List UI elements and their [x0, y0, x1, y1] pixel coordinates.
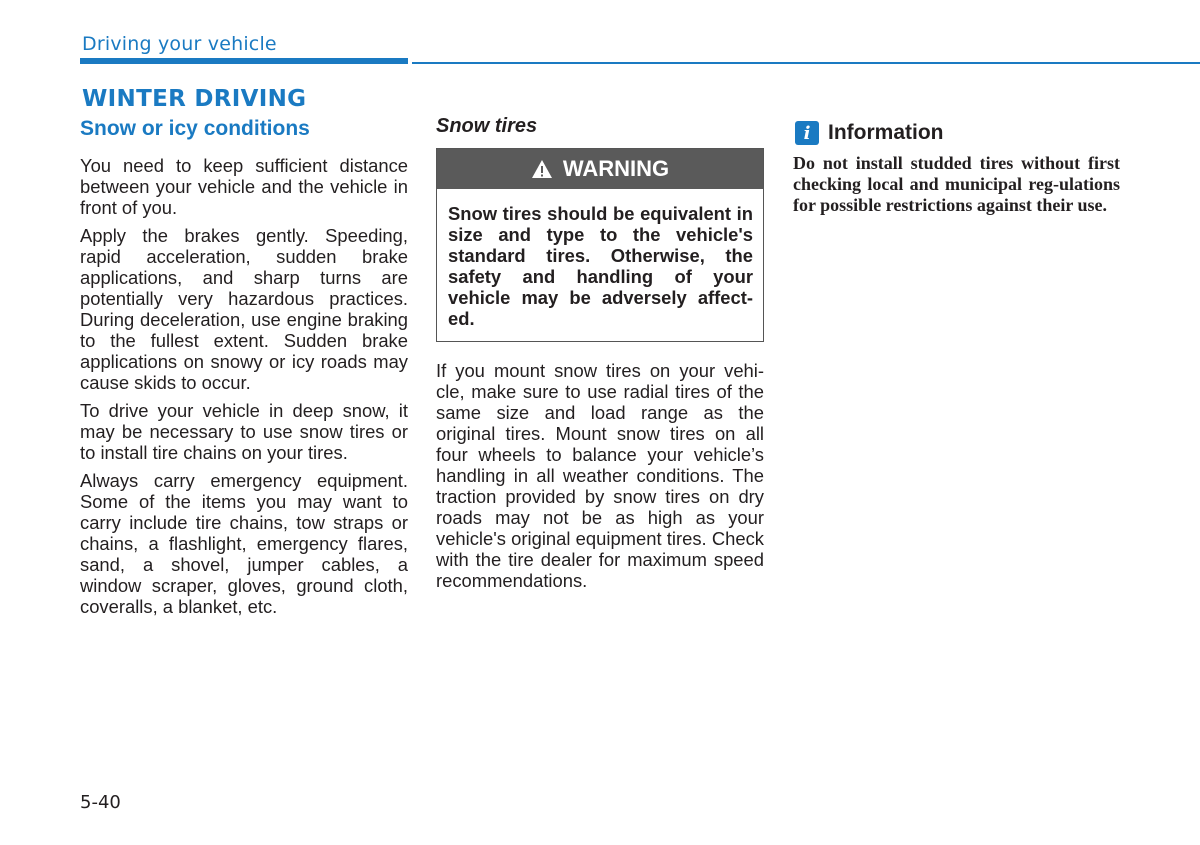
page-number: 5-40 — [80, 792, 121, 813]
column-snow-icy — [80, 117, 408, 624]
running-header: Driving your vehicle — [82, 33, 277, 55]
header-rule-thin — [412, 62, 1200, 64]
header-rule-thick — [80, 58, 408, 64]
information-header — [795, 121, 1120, 145]
paragraph: Apply the brakes gently. Speeding, rapid acceleration, sudden brake applications, and sharp turns are potentially very hazardous practices. During deceleration, use engine braking to the fullest extent. Sudden brake applications on snowy or icy roads may cause skids to occur. — [80, 225, 408, 393]
paragraph: To drive your vehicle in deep snow, it may be necessary to use snow tires or to install tire chains on your tires. — [80, 400, 408, 463]
subheading-snow-icy: Snow or icy conditions — [80, 117, 310, 140]
warning-text: Snow tires should be equivalent in size and type to the vehicle's standard tires. Otherwise, the safety and handling of your vehicle may be adversely affect-ed. — [448, 203, 753, 329]
warning-triangle-icon — [531, 159, 553, 179]
information-title: Information — [828, 121, 944, 144]
paragraph: You need to keep sufficient distance between your vehicle and the vehicle in front of you. — [80, 155, 408, 218]
warning-header — [437, 149, 763, 189]
section-title: WINTER DRIVING — [82, 86, 307, 112]
paragraph: If you mount snow tires on your vehi-cle, make sure to use radial tires of the same size and load range as the original tires. Mount snow tires on all four wheels to balance your vehicle’s handling in all weather conditions. The traction provided by snow tires on dry roads may not be as high as your vehicle's original equipment tires. Check with the tire dealer for maximum speed recommendations. — [436, 360, 764, 591]
paragraph: Always carry emergency equipment. Some of the items you may want to carry include tire chains, tow straps or chains, a flashlight, emergency flares, sand, a shovel, jumper cables, a window scraper, gloves, ground cloth, coveralls, a blanket, etc. — [80, 470, 408, 617]
column-snow-tires — [436, 115, 764, 598]
information-text: Do not install studded tires without first checking local and municipal reg-ulations for possible restrictions against their use. — [793, 153, 1120, 215]
information-icon: i — [795, 121, 819, 145]
warning-box — [436, 148, 764, 342]
subheading-snow-tires: Snow tires — [436, 115, 538, 137]
column-information — [793, 121, 1120, 216]
warning-label: WARNING — [562, 156, 670, 181]
